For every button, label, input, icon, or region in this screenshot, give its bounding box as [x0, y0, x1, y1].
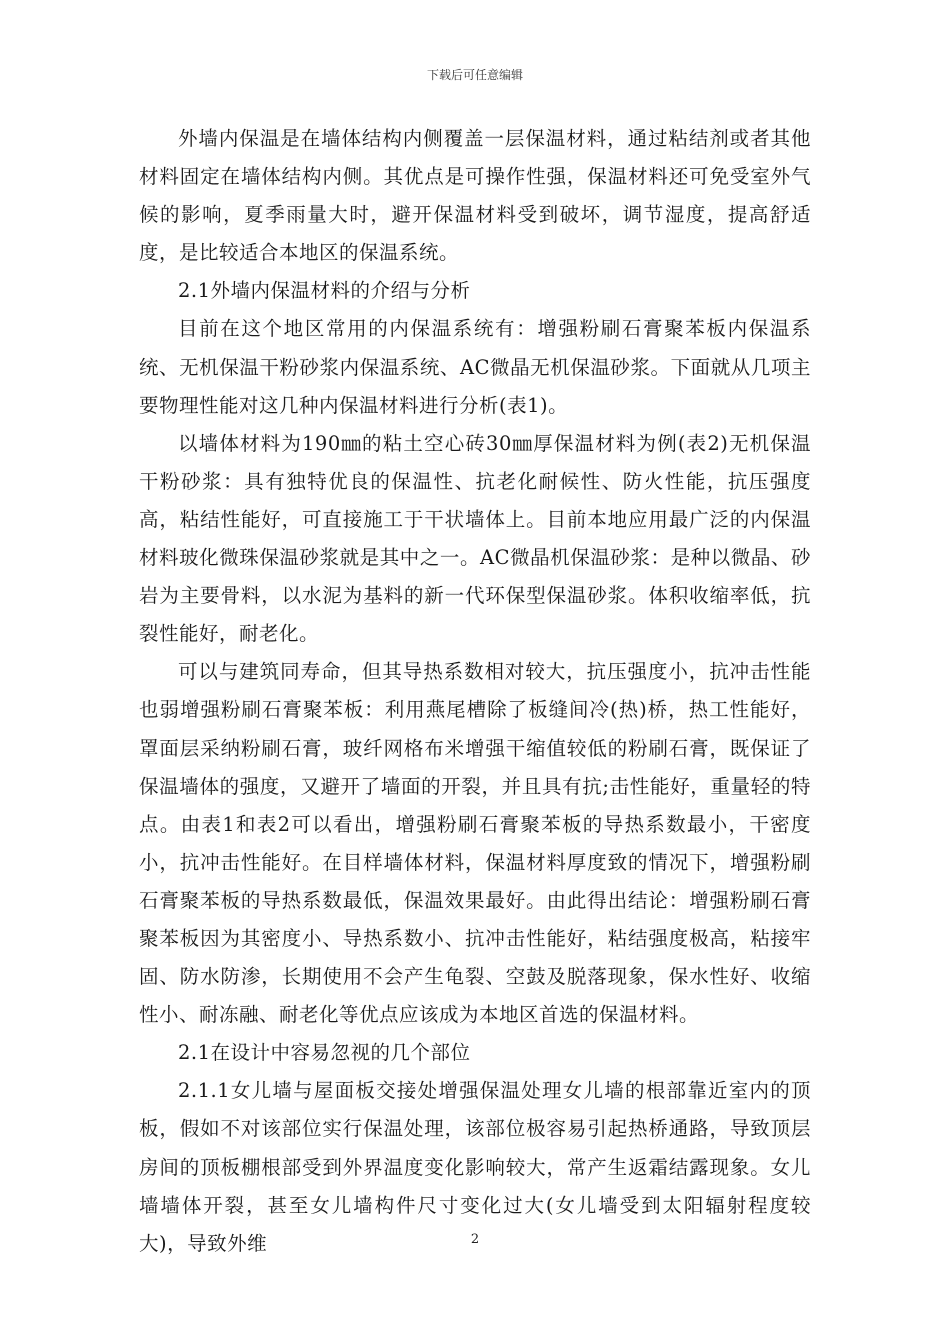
- paragraph: 以墙体材料为190㎜的粘土空心砖30㎜厚保温材料为例(表2)无机保温干粉砂浆：具有独特优良的保温性、抗老化耐候性、防火性能，抗压强度高，粘结性能好，可直接施工于干状墙体上。目前本地应用最广泛的内保温材料玻化微珠保温砂浆就是其中之一。AC微晶机保温砂浆：是种以微晶、砂岩为主要骨料，以水泥为基料的新一代环保型保温砂浆。体积收缩率低，抗裂性能好，耐老化。: [139, 431, 811, 646]
- page-number: 2: [470, 1232, 480, 1247]
- paragraph: 可以与建筑同寿命，但其导热系数相对较大，抗压强度小，抗冲击性能也弱增强粉刷石膏聚苯板：利用燕尾槽除了板缝间冷(热)桥，热工性能好，罩面层采纳粉刷石膏，玻纤网格布米增强干缩值较低的粉刷石膏，既保证了保温墙体的强度，又避开了墙面的开裂，并且具有抗;击性能好，重量轻的特点。由表1和表2可以看出，增强粉刷石膏聚苯板的导热系数最小，干密度小，抗冲击性能好。在目样墙体材料，保温材料厚度致的情况下，增强粉刷石膏聚苯板的导热系数最低，保温效果最好。由此得出结论：增强粉刷石膏聚苯板因为其密度小、导热系数小、抗冲击性能好，粘结强度极高，粘接牢固、防水防渗，长期使用不会产生龟裂、空鼓及脱落现象，保水性好、收缩性小、耐冻融、耐老化等优点应该成为本地区首选的保温材料。: [139, 660, 811, 1027]
- paragraph: 目前在这个地区常用的内保温系统有：增强粉刷石膏聚苯板内保温系统、无机保温干粉砂浆内保温系统、AC微晶无机保温砂浆。下面就从几项主要物理性能对这几种内保温材料进行分析(表1)。: [139, 317, 811, 417]
- paragraph: 2.1.1女儿墙与屋面板交接处增强保温处理女儿墙的根部靠近室内的顶板，假如不对该部位实行保温处理，该部位极容易引起热桥通路，导致顶层房间的顶板棚根部受到外界温度变化影响较大，常产生返霜结露现象。女儿墙墙体开裂，甚至女儿墙构件尺寸变化过大(女儿墙受到太阳辐射程度较大)，导致外维: [139, 1079, 811, 1255]
- section-heading: 2.1外墙内保温材料的介绍与分析: [178, 279, 471, 303]
- paragraph-intro: 外墙内保温是在墙体结构内侧覆盖一层保温材料，通过粘结剂或者其他材料固定在墙体结构内侧。其优点是可操作性强，保温材料还可免受室外气候的影响，夏季雨量大时，避开保温材料受到破坏，调节湿度，提高舒适度，是比较适合本地区的保温系统。: [139, 127, 811, 265]
- document-body: [139, 120, 811, 1263]
- section-heading: 2.1在设计中容易忽视的几个部位: [178, 1041, 471, 1065]
- page-header: 下载后可任意编辑: [426, 68, 523, 82]
